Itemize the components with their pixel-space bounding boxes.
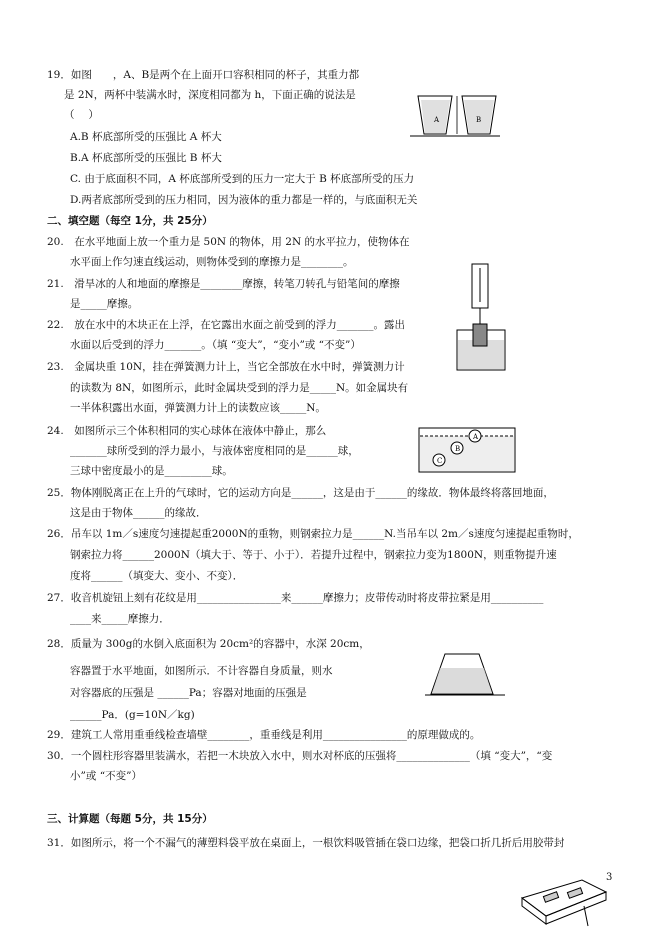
q30-line2: 小”或 “不变”）	[70, 770, 142, 782]
q19-line1: 19．如图 ，A、B是两个在上面开口容积相同的杯子，其重力都	[47, 69, 360, 81]
q19-option-a: A.B 杯底部所受的压强比 A 杯大	[70, 131, 222, 143]
q28-line3: 对容器底的压强是 ______Pa；容器对地面的压强是	[70, 687, 307, 699]
container-figure	[425, 650, 505, 698]
q19-paren: （ ）	[64, 109, 99, 121]
cups-figure	[410, 90, 500, 140]
ball-c-label: C	[437, 457, 443, 465]
q28-line1: 28．质量为 300g的水倒入底面积为 20cm²的容器中，水深 20cm，	[47, 638, 370, 650]
q23-line3: 一半体积露出水面，弹簧测力计上的读数应该_____N。	[70, 402, 326, 414]
q23-line2: 的读数为 8N，如图所示，此时金属块受到的浮力是_____N。如金属块有	[70, 382, 409, 394]
plastic-bag-figure	[512, 876, 610, 928]
q24-line2: _______球所受到的浮力最小，与液体密度相同的是______球，	[70, 445, 359, 457]
q24-line3: 三球中密度最小的是_________球。	[70, 465, 233, 477]
section-3-heading: 三、计算题（每题 5分，共 15分）	[47, 813, 213, 825]
q25-line2: 这是由于物体______的缘故．	[70, 507, 207, 519]
q25-line1: 25．物体刚脱离正在上升的气球时，它的运动方向是______，这是由于______的缘故．物体最终将落回地面，	[47, 487, 554, 499]
q19-option-b: B.A 杯底部所受的压强比 B 杯大	[70, 152, 222, 164]
q29-line: 29．建筑工人常用重垂线检查墙壁________，重垂线是利用________________的原理做成的。	[47, 729, 481, 741]
ball-b-label: B	[455, 445, 461, 453]
q22-line2: 水面以后受到的浮力_______。（填 “变大”，“变小”或 “不变”）	[70, 339, 361, 351]
ball-a-label: A	[473, 433, 479, 441]
q26-line3: 度将______（填变大、变小、不变）．	[70, 570, 244, 582]
q24-line1: 24. 如图所示三个体积相同的实心球体在液体中静止，那么	[47, 425, 327, 437]
cup-b-label: B	[476, 116, 482, 124]
q19-option-d: D.两者底部所受到的压力相同，因为液体的重力都是一样的，与底面积无关	[70, 194, 418, 206]
q22-line1: 22. 放在水中的木块正在上浮，在它露出水面之前受到的浮力_______。露出	[47, 319, 405, 331]
page-number: 3	[606, 872, 613, 883]
q19-option-c: C. 由于底面积不同，A 杯底部所受到的压力一定大于 B 杯底部所受的压力	[70, 173, 415, 185]
q30-line1: 30．一个圆柱形容器里装满水，若把一木块放入水中，则水对杯底的压强将______________（填 “变大”，“变	[47, 750, 553, 762]
q21-line1: 21. 滑旱冰的人和地面的摩擦是________摩擦，转笔刀转孔与铅笔间的摩擦	[47, 278, 400, 290]
three-balls-figure	[417, 424, 517, 474]
q20-line2: 水平面上作匀速直线运动，则物体受到的摩擦力是________。	[70, 256, 354, 268]
q26-line1: 26．吊车以 1m／s速度匀速提起重2000N的重物，则钢索拉力是______N.当吊车以 2m／s速度匀速提起重物时，	[47, 528, 579, 540]
q28-line2: 容器置于水平地面，如图所示．不计容器自身质量，则水	[70, 665, 333, 677]
spring-scale-figure	[455, 262, 515, 374]
q23-line1: 23. 金属块重 10N，挂在弹簧测力计上，当它全部放在水中时，弹簧测力计	[47, 361, 405, 373]
q28-line4: ______Pa．(g=10N／kg)	[70, 709, 195, 721]
section-2-heading: 二、填空题（每空 1分，共 25分）	[47, 215, 213, 227]
q19-line2: 是 2N，两杯中装满水时，深度相同都为 h，下面正确的说法是	[64, 89, 356, 101]
q27-line2: ____来_____摩擦力．	[70, 613, 170, 625]
cup-a-label: A	[434, 116, 440, 124]
q26-line2: 钢索拉力将______2000N（填大于、等于、小于）．若提升过程中，钢索拉力变为1800N，则重物提升速	[70, 549, 557, 561]
q21-line2: 是_____摩擦。	[70, 298, 139, 310]
q20-line1: 20. 在水平地面上放一个重力是 50N 的物体，用 2N 的水平拉力，使物体在	[47, 236, 410, 248]
q31-line: 31．如图所示，将一个不漏气的薄塑料袋平放在桌面上，一根饮料吸管插在袋口边缘，把袋口折几折后用胶带封	[47, 837, 565, 849]
q27-line1: 27．收音机旋钮上刻有花纹是用________________来______摩擦力；皮带传动时将皮带拉紧是用__________	[47, 592, 544, 604]
